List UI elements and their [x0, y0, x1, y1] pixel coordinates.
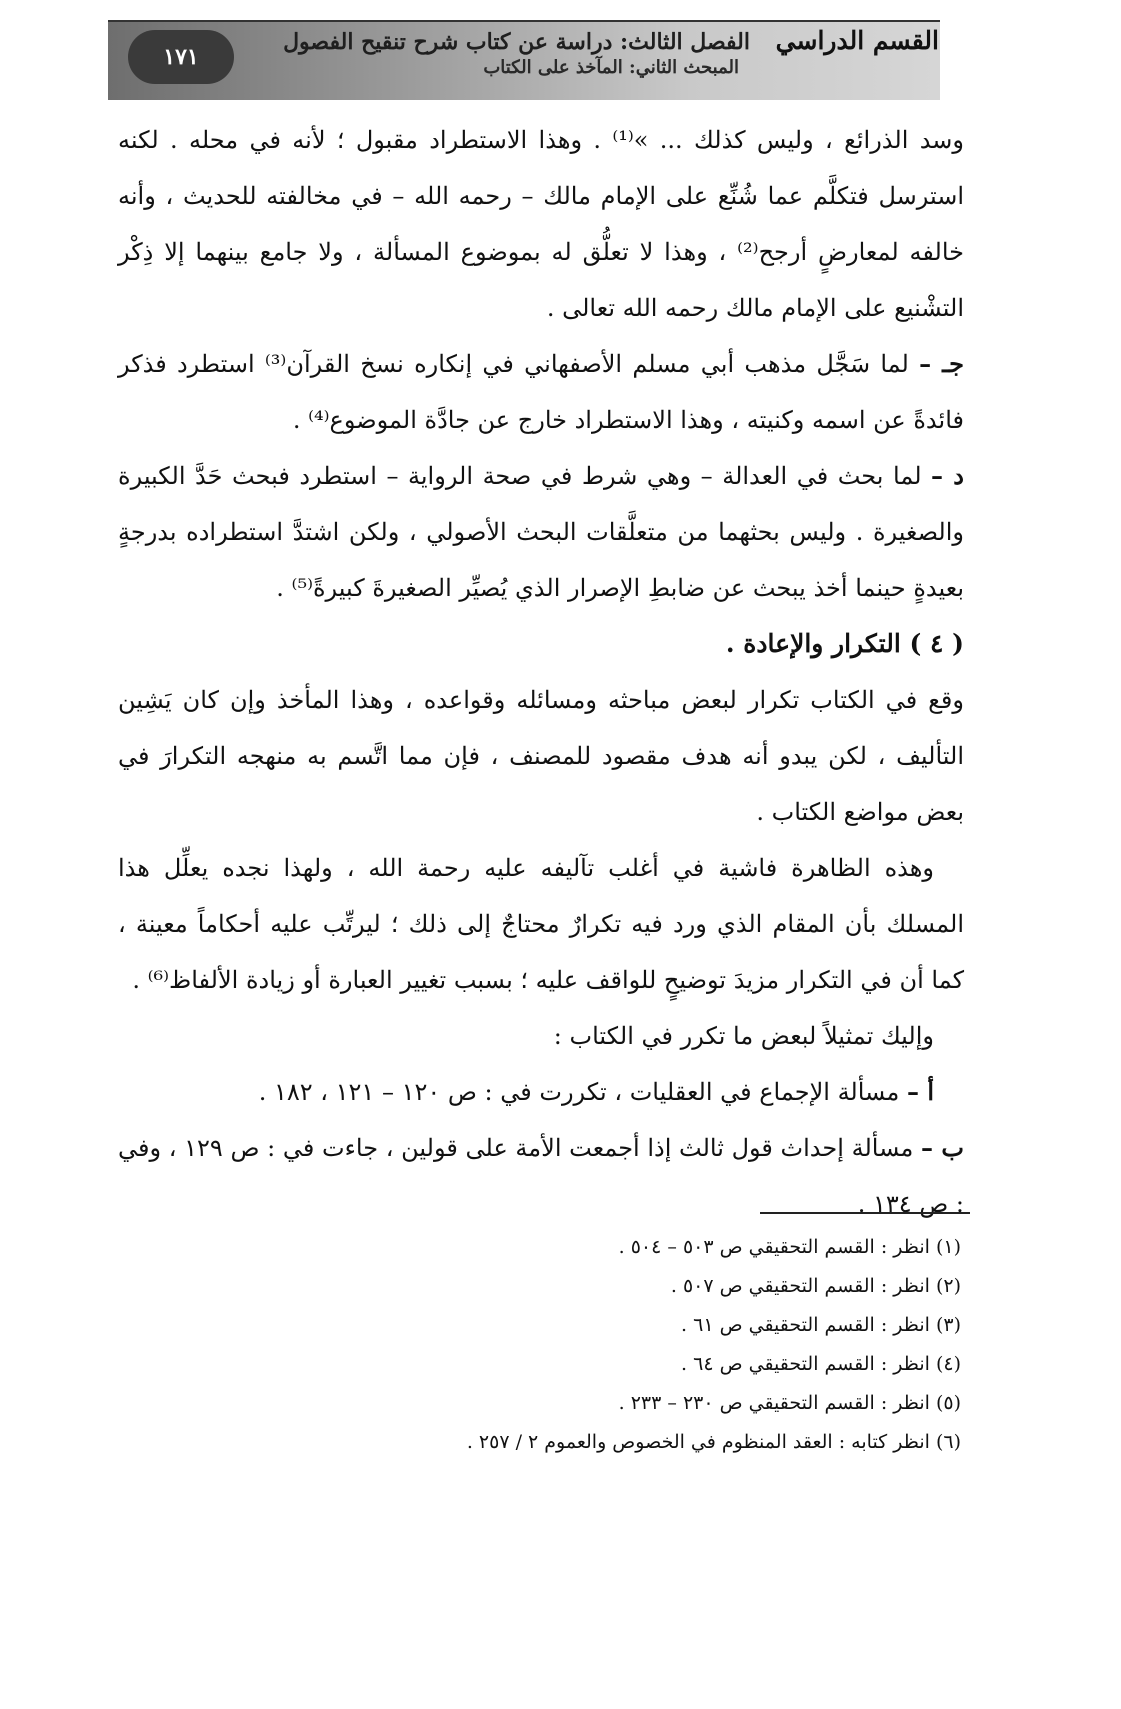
list-item-ba-text: مسألة إحداث قول ثالث إذا أجمعت الأمة على قولين ، جاءت في : ص ١٢٩ ، وفي : ص ١٣٤ . — [118, 1134, 964, 1218]
footnote-4: (٤) انظر : القسم التحقيقي ص ٦٤ . — [681, 1353, 961, 1375]
item-label-jeem: جـ – — [919, 349, 964, 378]
paragraph-2-text: لما سَجَّل مذهب أبي مسلم الأصفهاني في إنكاره نسخ القرآن⁽³⁾ استطرد فذكر فائدةً عن اسمه وكنيته ، وهذا الاستطراد خارج عن جادَّة الموضوع⁽⁴⁾ . — [118, 350, 964, 434]
footnotes — [261, 1228, 961, 1462]
paragraph-5: وهذه الظاهرة فاشية في أغلب تآليفه عليه رحمة الله ، ولهذا نجده يعلِّل هذا المسلك بأن المقام الذي ورد فيه تكرارٌ محتاجٌ إلى ذلك ؛ ليرتِّب عليه أحكاماً معينة ، كما أن في التكرار مزيدَ توضيحٍ للواقف عليه ؛ بسبب تغيير العبارة أو زيادة الألفاظ⁽⁶⁾ . — [118, 854, 964, 994]
footnote-2: (٢) انظر : القسم التحقيقي ص ٥٠٧ . — [670, 1275, 961, 1297]
paragraph-1: وسد الذرائع ، وليس كذلك ... »⁽¹⁾ . وهذا الاستطراد مقبول ؛ لأنه في محله . لكنه استرسل فتكلَّم عما شُنِّع على الإمام مالك – رحمه الله – في مخالفته للحديث ، وأنه خالفه لمعارضٍ أرجح⁽²⁾ ، وهذا لا تعلُّق له بموضوع المسألة ، ولا جامع بينهما إلا ذِكْر التشْنيع على الإمام مالك رحمه الله تعالى . — [118, 126, 965, 322]
paragraph-2 — [118, 336, 964, 448]
section-heading: ( ٤ ) التكرار والإعادة . — [725, 629, 964, 658]
paragraph-3-text: لما بحث في العدالة – وهي شرط في صحة الرواية – استطرد فبحث حَدَّ الكبيرة والصغيرة . وليس بحثهما من متعلَّقات البحث الأصولي ، ولكن اشتدَّ استطراده بدرجةٍ بعيدةٍ حينما أخذ يبحث عن ضابطِ الإصرار الذي يُصيِّر الصغيرةَ كبيرةً⁽⁵⁾ . — [118, 462, 964, 602]
paragraph-4: وقع في الكتاب تكرار لبعض مباحثه ومسائله وقواعده ، وهذا المأخذ وإن كان يَشِين التأليف ، لكن يبدو أنه هدف مقصود للمصنف ، فإن مما اتَّسم به منهجه التكرارَ في بعض مواضع الكتاب . — [118, 686, 964, 826]
item-label-dal: د – — [931, 461, 964, 490]
page-number: ١٧١ — [128, 30, 234, 84]
paragraph-6: وإليك تمثيلاً لبعض ما تكرر في الكتاب : — [553, 1022, 934, 1050]
footnote-3: (٣) انظر : القسم التحقيقي ص ٦١ . — [681, 1314, 961, 1336]
header-subsection: المبحث الثاني: المآخذ على الكتاب — [483, 57, 739, 78]
list-item-ba — [118, 1120, 964, 1232]
item-label-alif: أ – — [906, 1077, 934, 1106]
list-item-alif — [118, 1064, 964, 1120]
header-section: القسم الدراسي — [775, 26, 939, 55]
footnote-6: (٦) انظر كتابه : العقد المنظوم في الخصوص والعموم ٢ / ٢٥٧ . — [466, 1431, 961, 1453]
header-chapter: الفصل الثالث: دراسة عن كتاب شرح تنقيح الفصول — [283, 29, 750, 55]
main-text — [118, 112, 964, 1232]
footnote-1: (١) انظر : القسم التحقيقي ص ٥٠٣ – ٥٠٤ . — [618, 1236, 961, 1258]
footnote-divider — [760, 1212, 970, 1214]
footnote-5: (٥) انظر : القسم التحقيقي ص ٢٣٠ – ٢٣٣ . — [618, 1392, 961, 1414]
item-label-ba: ب – — [921, 1133, 964, 1162]
header-text — [283, 26, 939, 78]
paragraph-3 — [118, 448, 964, 616]
list-item-alif-text: مسألة الإجماع في العقليات ، تكررت في : ص ١٢٠ – ١٢١ ، ١٨٢ . — [258, 1078, 900, 1106]
